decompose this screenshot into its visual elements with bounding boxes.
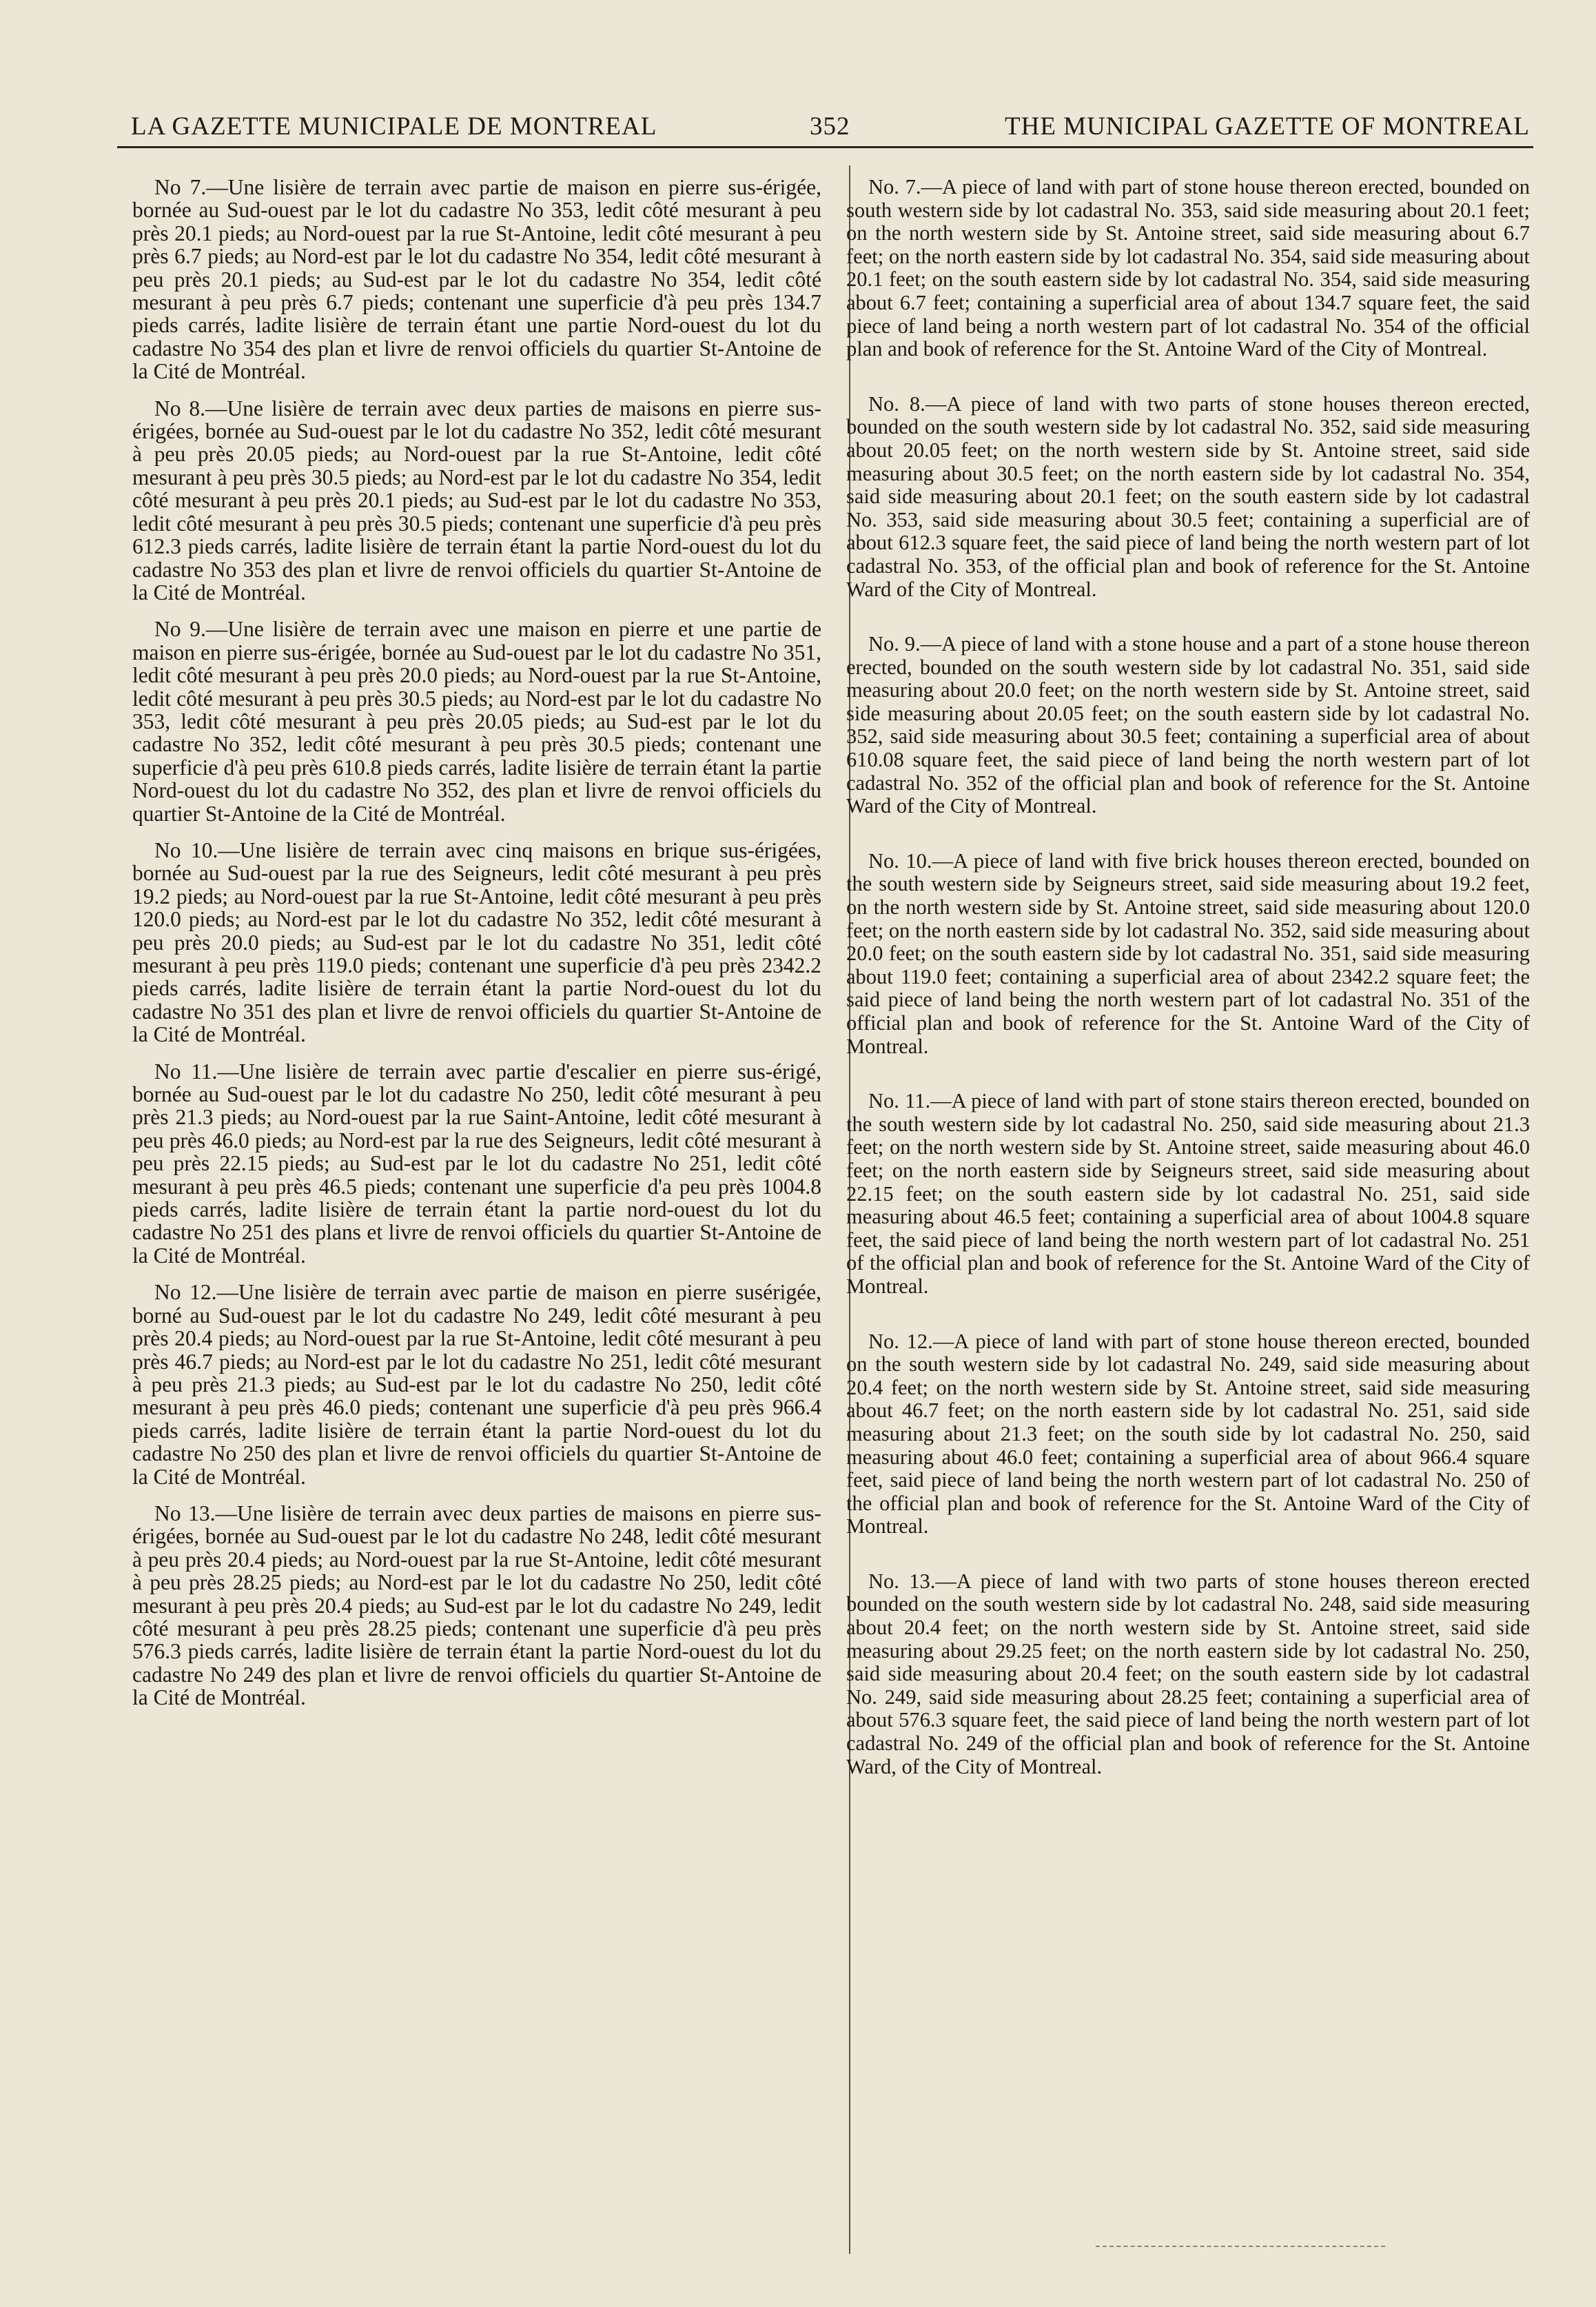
english-paragraph-no-7: No. 7.—A piece of land with part of stone house thereon erected, bounded on south western side by lot cadastral No. 353, said side measuring about 20.1 feet; on the north western side by St. Antoine street, said side measuring about 6.7 feet; on the north eastern side by lot cadastral No. 354, said side measuring about 20.1 feet; on the south eastern side by lot cadastral No. 354, said side measuring about 6.7 feet; containing a superficial area of about 134.7 square feet, the said piece of land being a north western part of lot cadastral No. 354 of the official plan and book of reference for the St. Antoine Ward of the City of Montreal. bbox=[846, 175, 1530, 361]
header-title-french: LA GAZETTE MUNICIPALE DE MONTREAL bbox=[131, 112, 657, 141]
french-paragraph-no-13: No 13.—Une lisière de terrain avec deux parties de maisons en pierre sus-érigées, bornée au Sud-ouest par le lot du cadastre No 248, ledit côté mesurant à peu près 20.4 pieds; au Nord-ouest par la rue St-Antoine, ledit côté mesurant à peu près 28.25 pieds; au Nord-est par le lot du cadastre No 250, ledit côté mesurant à peu près 20.4 pieds; au Sud-est par le lot du cadastre No 249, ledit côté mesurant à peu près 28.25 pieds; contenant une superficie d'à peu près 576.3 pieds carrés, ladite lisière de terrain étant la partie Nord-ouest du lot du cadastre No 249 des plan et livre de renvoi officiels du quartier St-Antoine de la Cité de Montréal. bbox=[132, 1501, 821, 1710]
header-title-english: THE MUNICIPAL GAZETTE OF MONTREAL bbox=[1005, 112, 1530, 141]
english-paragraph-no-13: No. 13.—A piece of land with two parts of stone houses thereon erected bounded on the south western side by lot cadastral No. 248, said side measuring about 20.4 feet; on the north western side by St. Antoine street, said side measuring about 29.25 feet; on the north eastern side by lot cadastral No. 250, said side measuring about 20.4 feet; on the south eastern side by lot cadastral No. 249, said side measuring about 28.25 feet; containing a superficial area of about 576.3 square feet, the said piece of land being the north western part of lot cadastral No. 249 of the official plan and book of reference for the St. Antoine Ward, of the City of Montreal. bbox=[846, 1569, 1530, 1778]
header-rule bbox=[117, 146, 1533, 148]
french-paragraph-no-12: No 12.—Une lisière de terrain avec partie de maison en pierre susérigée, borné au Sud-ouest par le lot du cadastre No 249, ledit côté mesurant à peu près 20.4 pieds; au Nord-ouest par la rue St-Antoine, ledit côté mesurant à peu près 46.7 pieds; au Nord-est par le lot du cadastre No 251, ledit côté mesurant à peu près 21.3 pieds; au Sud-est par le lot du cadastre No 250, ledit côté mesurant à peu près 46.0 pieds; contenant une superficie d'à peu près 966.4 pieds carrés, ladite lisière de terrain étant la partie Nord-ouest du lot du cadastre No 250 des plan et livre de renvoi officiels du quartier St-Antoine de la Cité de Montréal. bbox=[132, 1280, 821, 1489]
french-paragraph-no-9: No 9.—Une lisière de terrain avec une maison en pierre et une partie de maison en pierre sus-érigée, bornée au Sud-ouest par le lot du cadastre No 351, ledit côté mesurant à peu près 20.0 pieds; au Nord-ouest par la rue St-Antoine, ledit côté mesurant à peu près 30.5 pieds; au Nord-est par le lot du cadastre No 353, ledit côté mesurant à peu près 20.05 pieds; au Sud-est par le lot du cadastre No 352, ledit côté mesurant à peu près 30.5 pieds; contenant une superficie d'à peu près 610.8 pieds carrés, ladite lisière de terrain étant la partie Nord-ouest du lot du cadastre No 352, des plan et livre de renvoi officiels du quartier St-Antoine de la Cité de Montréal. bbox=[132, 617, 821, 826]
french-paragraph-no-10: No 10.—Une lisière de terrain avec cinq maisons en brique sus-érigées, bornée au Sud-ouest par la rue des Seigneurs, ledit côté mesurant à peu près 19.2 pieds; au Nord-ouest par la rue St-Antoine, ledit côté mesurant à peu près 120.0 pieds; au Nord-est par le lot du cadastre No 352, ledit côté mesurant à peu près 20.0 pieds; au Sud-est par le lot du cadastre No 351, ledit côté mesurant à peu près 119.0 pieds; contenant une superficie d'à peu près 2342.2 pieds carrés, ladite lisière de terrain étant la partie Nord-ouest du lot du cadastre No 351 des plan et livre de renvoi officiels du quartier St-Antoine de la Cité de Montréal. bbox=[132, 837, 821, 1047]
french-paragraph-no-11: No 11.—Une lisière de terrain avec partie d'escalier en pierre sus-érigé, bornée au Sud-ouest par le lot du cadastre No 250, ledit côté mesurant à peu près 21.3 pieds; au Nord-ouest par la rue Saint-Antoine, ledit côté mesurant à peu près 46.0 pieds; au Nord-est par la rue des Seigneurs, ledit côté mesurant à peu près 22.15 pieds; au Sud-est par le lot du cadastre No 251, ledit côté mesurant à peu près 46.5 pieds; contenant une superficie d'a peu près 1004.8 pieds carrés, ladite lisière de terrain étant la partie nord-ouest du lot du cadastre No 251 des plans et livre de renvoi officiels du quartier St-Antoine de la Cité de Montréal. bbox=[132, 1059, 821, 1268]
english-column bbox=[846, 176, 1530, 1810]
french-paragraph-no-8: No 8.—Une lisière de terrain avec deux parties de maisons en pierre sus-érigées, bornée au Sud-ouest par le lot du cadastre No 352, ledit côté mesurant à peu près 20.05 pieds; au Nord-ouest par la rue St-Antoine, ledit côté mesurant à peu près 30.5 pieds; au Nord-est par le lot du cadastre No 354, ledit côté mesurant à peu près 20.1 pieds; au Sud-est par le lot du cadastre No 353, ledit côté mesurant à peu près 30.5 pieds; contenant une superficie d'à peu près 612.3 pieds carrés, ladite lisière de terrain étant la partie Nord-ouest du lot du cadastre No 353 des plan et livre de renvoi officiels du quartier St-Antoine de la Cité de Montréal. bbox=[132, 396, 821, 604]
english-paragraph-no-12: No. 12.—A piece of land with part of stone house thereon erected, bounded on the south western side by lot cadastral No. 249, said side measuring about 20.4 feet; on the north western side by St. Antoine street, said side measuring about 46.7 feet; on the north eastern side by lot cadastral No. 251, said side measuring about 21.3 feet; on the south side by lot cadastral No. 250, said measuring about 46.0 feet; containing a superficial area of about 966.4 square feet, said piece of land being the north western part of lot cadastral No. 250 of the official plan and book of reference for the St. Antoine Ward of the City of Montreal. bbox=[846, 1329, 1530, 1538]
page-header bbox=[131, 103, 1530, 145]
footer-dashes bbox=[1096, 2246, 1385, 2255]
english-paragraph-no-10: No. 10.—A piece of land with five brick houses thereon erected, bounded on the south western side by Seigneurs street, said side measuring about 19.2 feet, on the north western side by St. Antoine street, said side measuring about 120.0 feet; on the north eastern side by lot cadastral No. 352, said side measuring about 20.0 feet; on the south eastern side by lot cadastral No. 351, said side measuring about 119.0 feet; containing a superficial area of about 2342.2 square feet; the said piece of land being the north western part of lot cadastral No. 351 of the official plan and book of reference for the St. Antoine Ward of the City of Montreal. bbox=[846, 848, 1530, 1058]
english-paragraph-no-9: No. 9.—A piece of land with a stone house and a part of a stone house thereon erected, bounded on the south western side by lot cadastral No. 351, said side measuring about 20.0 feet; on the north western side by St. Antoine street, said side measuring about 20.05 feet; on the south eastern side by lot cadastral No. 352, said side measuring about 30.5 feet; containing a superficial area of about 610.08 square feet, the said piece of land being the north western part of lot cadastral No. 352 of the official plan and book of reference for the St. Antoine Ward of the City of Montreal. bbox=[846, 632, 1530, 818]
french-column bbox=[132, 176, 821, 1723]
english-paragraph-no-8: No. 8.—A piece of land with two parts of stone houses thereon erected, bounded on the south western side by lot cadastral No. 352, said side measuring about 20.05 feet; on the north western side by St. Antoine street, said side measuring about 30.5 feet; on the north eastern side by lot cadastral No. 354, said side measuring about 20.1 feet; on the south eastern side by lot cadastral No. 353, said side measuring about 30.5 feet; containing a superficial are of about 612.3 square feet, the said piece of land being the north western part of lot cadastral No. 353, of the official plan and book of reference for the St. Antoine Ward of the City of Montreal. bbox=[846, 392, 1530, 601]
page-number: 352 bbox=[810, 112, 850, 141]
english-paragraph-no-11: No. 11.—A piece of land with part of stone stairs thereon erected, bounded on the south western side by lot cadastral No. 250, said side measuring about 21.3 feet; on the north western side by St. Antoine street, saide measuring about 46.0 feet; on the north eastern side by Seigneurs street, said side measuring about 22.15 feet; on the south eastern side by lot cadastral No. 251, said side measuring about 46.5 feet; containing a superficial area of about 1004.8 square feet, the said piece of land being the north western part of lot cadastral No. 251 of the official plan and book of reference for the St. Antoine Ward of the City of Montreal. bbox=[846, 1089, 1530, 1298]
french-paragraph-no-7: No 7.—Une lisière de terrain avec partie de maison en pierre sus-érigée, bornée au Sud-ouest par le lot du cadastre No 353, ledit côté mesurant à peu près 20.1 pieds; au Nord-ouest par la rue St-Antoine, ledit côté mesurant à peu près 6.7 pieds; au Nord-est par le lot du cadastre No 354, ledit côté mesurant à peu près 20.1 pieds; au Sud-est par le lot du cadastre No 354, ledit côté mesurant à peu près 6.7 pieds; contenant une superficie d'à peu près 134.7 pieds carrés, ladite lisière de terrain étant une partie Nord-ouest du lot du cadastre No 354 des plan et livre de renvoi officiels du quartier St-Antoine de la Cité de Montréal. bbox=[132, 175, 821, 384]
